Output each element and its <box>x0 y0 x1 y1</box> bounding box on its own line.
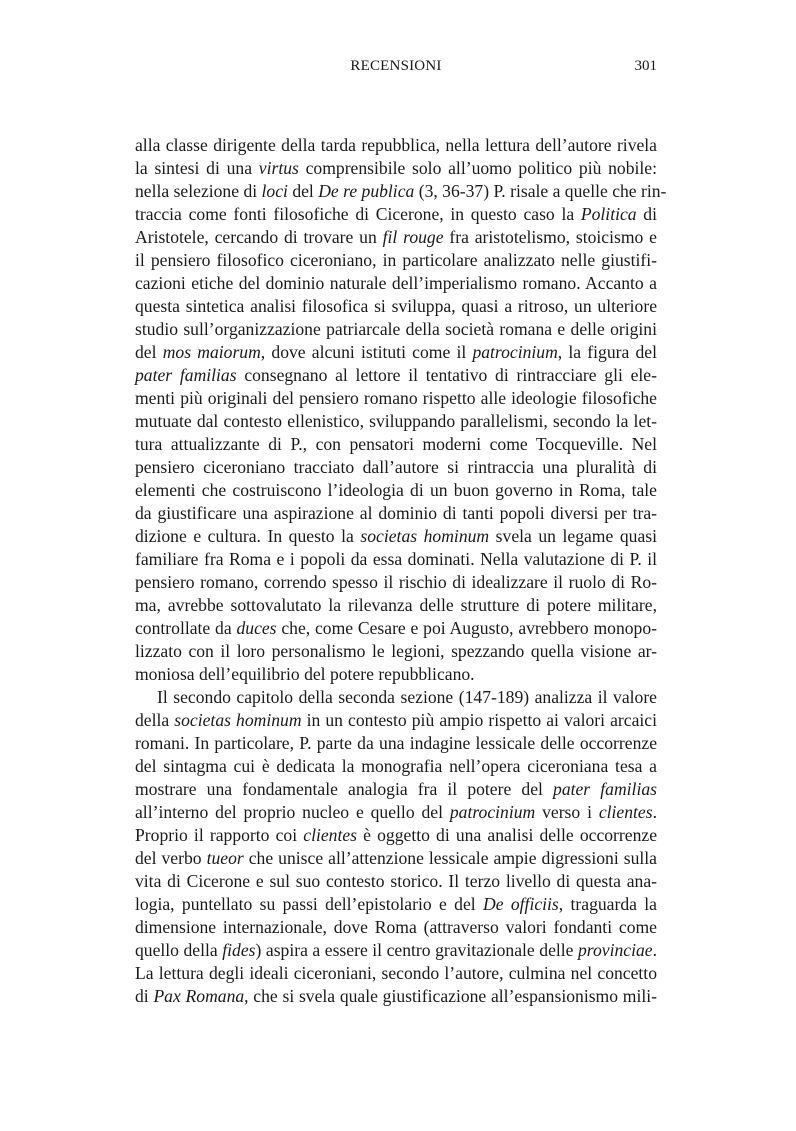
text-segment: mutuate dal contesto ellenistico, sviluppando parallelismi, secondo la let- <box>135 411 657 431</box>
italic-term: societas hominum <box>174 710 302 730</box>
italic-term: patrocinium <box>472 342 558 362</box>
text-line <box>135 801 657 824</box>
text-segment: Aristotele, cercando di trovare un <box>135 227 383 247</box>
text-line <box>135 272 657 295</box>
text-segment: del sintagma cui è dedicata la monografia nell’opera ciceroniana tesa a <box>135 756 657 776</box>
text-line <box>135 226 657 249</box>
text-segment: . <box>652 940 657 960</box>
text-segment: , la figura del <box>557 342 657 362</box>
text-line <box>135 318 657 341</box>
text-segment: controllate da <box>135 618 237 638</box>
paragraph <box>135 686 657 1008</box>
text-segment: Il secondo capitolo della seconda sezione (147-189) analizza il valore <box>157 687 657 707</box>
italic-term: mos maiorum <box>162 342 261 362</box>
italic-term: provinciae <box>578 940 653 960</box>
text-segment: dimensione internazionale, dove Roma (attraverso valori fondanti come <box>135 917 657 937</box>
text-line <box>135 686 657 709</box>
text-line <box>135 985 657 1008</box>
text-line <box>135 479 657 502</box>
text-line <box>135 709 657 732</box>
text-segment: del verbo <box>135 848 207 868</box>
text-segment: che unisce all’attenzione lessicale ampie digressioni sulla <box>243 848 657 868</box>
text-segment: fra aristotelismo, stoicismo e <box>443 227 657 247</box>
text-segment: che, come Cesare e poi Augusto, avrebbero monopo- <box>276 618 657 638</box>
italic-term: fides <box>222 940 256 960</box>
text-line <box>135 893 657 916</box>
text-line <box>135 525 657 548</box>
italic-term: De re publica <box>318 181 415 201</box>
italic-term: virtus <box>258 158 299 178</box>
text-segment: pensiero romano, correndo spesso il rischio di idealizzare il ruolo di Ro- <box>135 572 657 592</box>
text-segment: del <box>135 342 163 362</box>
text-segment: logia, puntellato su passi dell’epistolario e del <box>135 894 484 914</box>
text-segment: dizione e cultura. In questo la <box>135 526 361 546</box>
text-line <box>135 594 657 617</box>
text-line <box>135 778 657 801</box>
text-segment: quello della <box>135 940 223 960</box>
text-segment: menti più originali del pensiero romano rispetto alle ideologie filosofiche <box>135 388 657 408</box>
text-line <box>135 502 657 525</box>
text-line <box>135 387 657 410</box>
text-segment: ma, avrebbe sottovalutato la rilevanza delle strutture di potere militare, <box>135 595 657 615</box>
text-segment: . <box>652 802 657 822</box>
text-line <box>135 732 657 755</box>
text-segment: nella selezione di <box>135 181 262 201</box>
text-segment: cazioni etiche del dominio naturale dell’imperialismo romano. Accanto a <box>135 273 657 293</box>
text-segment: familiare fra Roma e i popoli da essa dominati. Nella valutazione di P. il <box>135 549 657 569</box>
text-segment: di <box>135 986 154 1006</box>
text-line <box>135 203 657 226</box>
text-segment: traccia come fonti filosofiche di Cicerone, in questo caso la <box>135 204 581 224</box>
text-segment: consegnano al lettore il tentativo di rintracciare gli ele- <box>236 365 657 385</box>
italic-term: societas hominum <box>360 526 490 546</box>
text-segment: La lettura degli ideali ciceroniani, secondo l’autore, culmina nel concetto <box>135 963 657 983</box>
body-text <box>135 134 667 1008</box>
text-segment: mostrare una fondamentale analogia fra il potere del <box>135 779 554 799</box>
text-segment: è oggetto di una analisi delle occorrenze <box>357 825 658 845</box>
italic-term: De officiis <box>483 894 559 914</box>
text-line <box>135 640 657 663</box>
italic-term: patrocinium <box>449 802 536 822</box>
text-segment: della <box>135 710 175 730</box>
text-line <box>135 824 657 847</box>
text-line <box>135 249 657 272</box>
italic-term: clientes <box>303 825 358 845</box>
text-segment: vita di Cicerone e sul suo contesto storico. Il terzo livello di questa ana- <box>135 871 657 891</box>
italic-term: clientes <box>598 802 653 822</box>
text-segment: moniosa dell’equilibrio del potere repubblicano. <box>135 664 475 684</box>
text-segment: studio sull’organizzazione patriarcale della società romana e delle origini <box>135 319 657 339</box>
page-number: 301 <box>634 58 657 74</box>
text-line <box>135 663 657 686</box>
text-segment: verso i <box>535 802 599 822</box>
text-segment: Proprio il rapporto coi <box>135 825 304 845</box>
text-line <box>135 962 657 985</box>
text-line <box>135 456 657 479</box>
text-segment: lizzato con il loro personalismo le legioni, spezzando quella visione ar- <box>135 641 657 661</box>
text-segment: in un contesto più ampio rispetto ai valori arcaici <box>301 710 657 730</box>
paragraph <box>135 134 667 686</box>
italic-term: Politica <box>580 204 637 224</box>
text-segment: la sintesi di una <box>135 158 259 178</box>
italic-term: pater familias <box>553 779 657 799</box>
text-line <box>135 134 657 157</box>
text-segment: , dove alcuni istituti come il <box>260 342 473 362</box>
text-line <box>135 433 657 456</box>
text-line <box>135 870 657 893</box>
text-segment: da giustificare una aspirazione al dominio di tanti popoli diversi per tra- <box>135 503 657 523</box>
text-line <box>135 755 657 778</box>
text-line <box>135 939 657 962</box>
text-segment: del <box>287 181 319 201</box>
running-title: RECENSIONI <box>350 58 442 74</box>
text-segment: , traguarda la <box>558 894 657 914</box>
text-segment: di <box>636 204 657 224</box>
text-segment: questa sintetica analisi filosofica si sviluppa, quasi a ritroso, un ulteriore <box>135 296 657 316</box>
italic-term: tueor <box>206 848 244 868</box>
text-line <box>135 180 667 203</box>
text-segment: ) aspira a essere il centro gravitazionale delle <box>255 940 578 960</box>
text-line <box>135 571 657 594</box>
italic-term: Pax Romana <box>153 986 245 1006</box>
text-line <box>135 364 657 387</box>
text-line <box>135 916 657 939</box>
text-segment: (3, 36-37) P. risale a quelle che rin- <box>414 181 667 201</box>
text-segment: romani. In particolare, P. parte da una indagine lessicale delle occorrenze <box>135 733 657 753</box>
running-header <box>135 58 657 80</box>
text-line <box>135 548 657 571</box>
text-segment: elementi che costruiscono l’ideologia di un buon governo in Roma, tale <box>135 480 657 500</box>
italic-term: duces <box>236 618 277 638</box>
text-line <box>135 157 657 180</box>
italic-term: fil rouge <box>382 227 444 247</box>
text-segment: il pensiero filosofico ciceroniano, in particolare analizzato nelle giustifi- <box>135 250 657 270</box>
text-line <box>135 847 657 870</box>
text-line <box>135 410 657 433</box>
text-line <box>135 341 657 364</box>
text-segment: tura attualizzante di P., con pensatori moderni come Tocqueville. Nel <box>135 434 657 454</box>
italic-term: pater familias <box>135 365 237 385</box>
text-segment: comprensibile solo all’uomo politico più nobile: <box>298 158 658 178</box>
italic-term: loci <box>261 181 288 201</box>
text-line <box>135 617 657 640</box>
text-segment: all’interno del proprio nucleo e quello del <box>135 802 450 822</box>
text-line <box>135 295 657 318</box>
text-segment: , che si svela quale giustificazione all’espansionismo mili- <box>244 986 657 1006</box>
text-segment: pensiero ciceroniano tracciato dall’autore si rintraccia una pluralità di <box>135 457 657 477</box>
text-segment: alla classe dirigente della tarda repubblica, nella lettura dell’autore rivela <box>135 135 657 155</box>
text-segment: svela un legame quasi <box>489 526 657 546</box>
